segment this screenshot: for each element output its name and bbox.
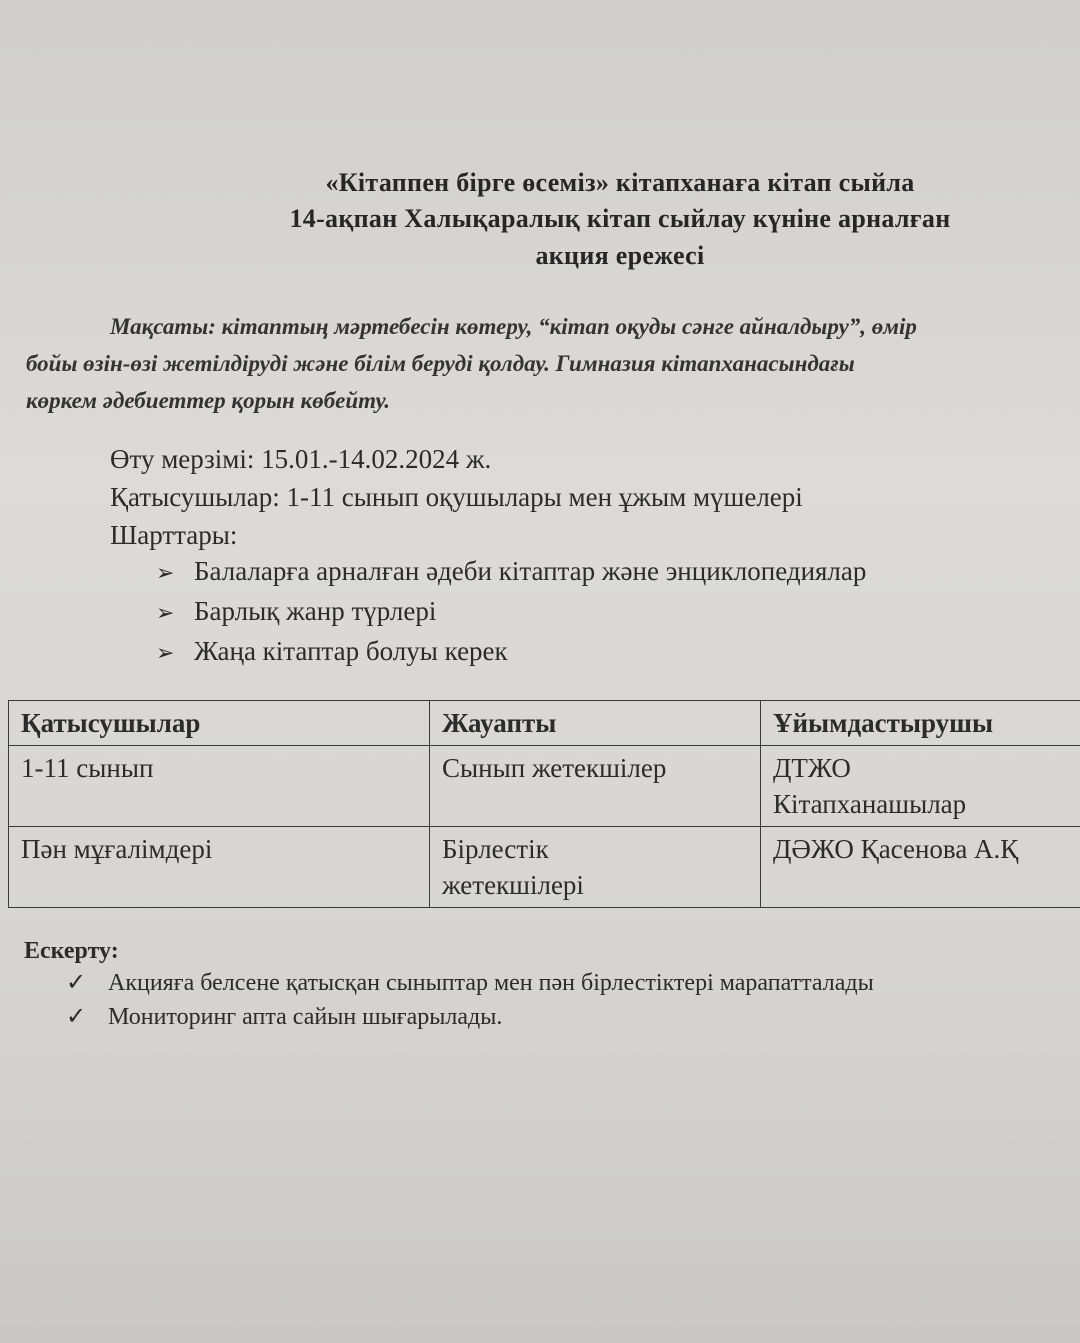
checkmark-icon: ✓ xyxy=(66,1004,87,1030)
doc-title-line-3: акция ережесі xyxy=(535,241,705,270)
organizer-line-1: ДТЖО xyxy=(773,753,851,783)
cell-participants: 1-11 сынып xyxy=(9,746,430,827)
conditions-list xyxy=(156,552,1080,672)
doc-title-line-2: 14-ақпан Халықаралық кітап сыйлау күніне арналған xyxy=(289,204,951,233)
cell-participants: Пән мұғалімдері xyxy=(9,827,430,908)
cell-organizer xyxy=(761,746,1080,827)
checkmark-icon: ✓ xyxy=(66,970,87,996)
header-participants: Қатысушылар xyxy=(9,701,430,746)
notes-list xyxy=(66,966,1066,1034)
table-row xyxy=(9,746,1080,827)
participants-text: Қатысушылар: 1-11 сынып оқушылары мен ұжым мүшелері xyxy=(110,482,803,512)
conditions-title: Шарттары: xyxy=(110,520,238,550)
responsible-line-1: Бірлестік xyxy=(442,834,549,864)
cell-responsible xyxy=(430,827,761,908)
list-item xyxy=(66,966,1066,1000)
responsible-line-2: жетекшілері xyxy=(442,870,584,900)
goal-line-1: Мақсаты: кітаптың мәртебесін көтеру, “кітап оқуды сәнге айналдыру”, өмір xyxy=(110,314,917,339)
responsibility-table xyxy=(8,700,1080,908)
period-text: Өту мерзімі: 15.01.-14.02.2024 ж. xyxy=(110,444,492,474)
arrow-bullet-icon: ➢ xyxy=(156,560,175,585)
list-item xyxy=(156,552,1080,592)
goal-line-2: бойы өзін-өзі жетілдіруді және білім беруді қолдау. Гимназия кітапханасындағы xyxy=(26,351,855,376)
doc-title-line-1: «Кітаппен бірге өсеміз» кітапханаға кітап сыйла xyxy=(325,168,915,197)
arrow-bullet-icon: ➢ xyxy=(156,640,175,665)
header-responsible: Жауапты xyxy=(430,701,761,746)
organizer-line-2: Кітапханашылар xyxy=(773,789,967,819)
note-text: Мониторинг апта сайын шығарылады. xyxy=(108,1004,503,1030)
condition-text: Жаңа кітаптар болуы керек xyxy=(194,636,508,666)
table-header-row xyxy=(9,701,1080,746)
list-item xyxy=(66,1000,1066,1034)
note-text: Акцияға белсене қатысқан сыныптар мен пән бірлестіктері марапатталады xyxy=(108,970,874,996)
condition-text: Барлық жанр түрлері xyxy=(194,596,437,626)
arrow-bullet-icon: ➢ xyxy=(156,600,175,625)
condition-text: Балаларға арналған әдеби кітаптар және энциклопедиялар xyxy=(194,556,867,586)
list-item xyxy=(156,592,1080,632)
header-organizer: Ұйымдастырушы xyxy=(761,701,1080,746)
note-title: Ескерту: xyxy=(24,938,119,964)
table-row xyxy=(9,827,1080,908)
cell-responsible: Сынып жетекшілер xyxy=(430,746,761,827)
goal-line-3: көркем әдебиеттер қорын көбейту. xyxy=(26,388,391,413)
info-block xyxy=(110,440,1080,554)
list-item xyxy=(156,632,1080,672)
goal-paragraph xyxy=(26,308,1080,419)
cell-organizer: ДӘЖО Қасенова А.Қ xyxy=(761,827,1080,908)
